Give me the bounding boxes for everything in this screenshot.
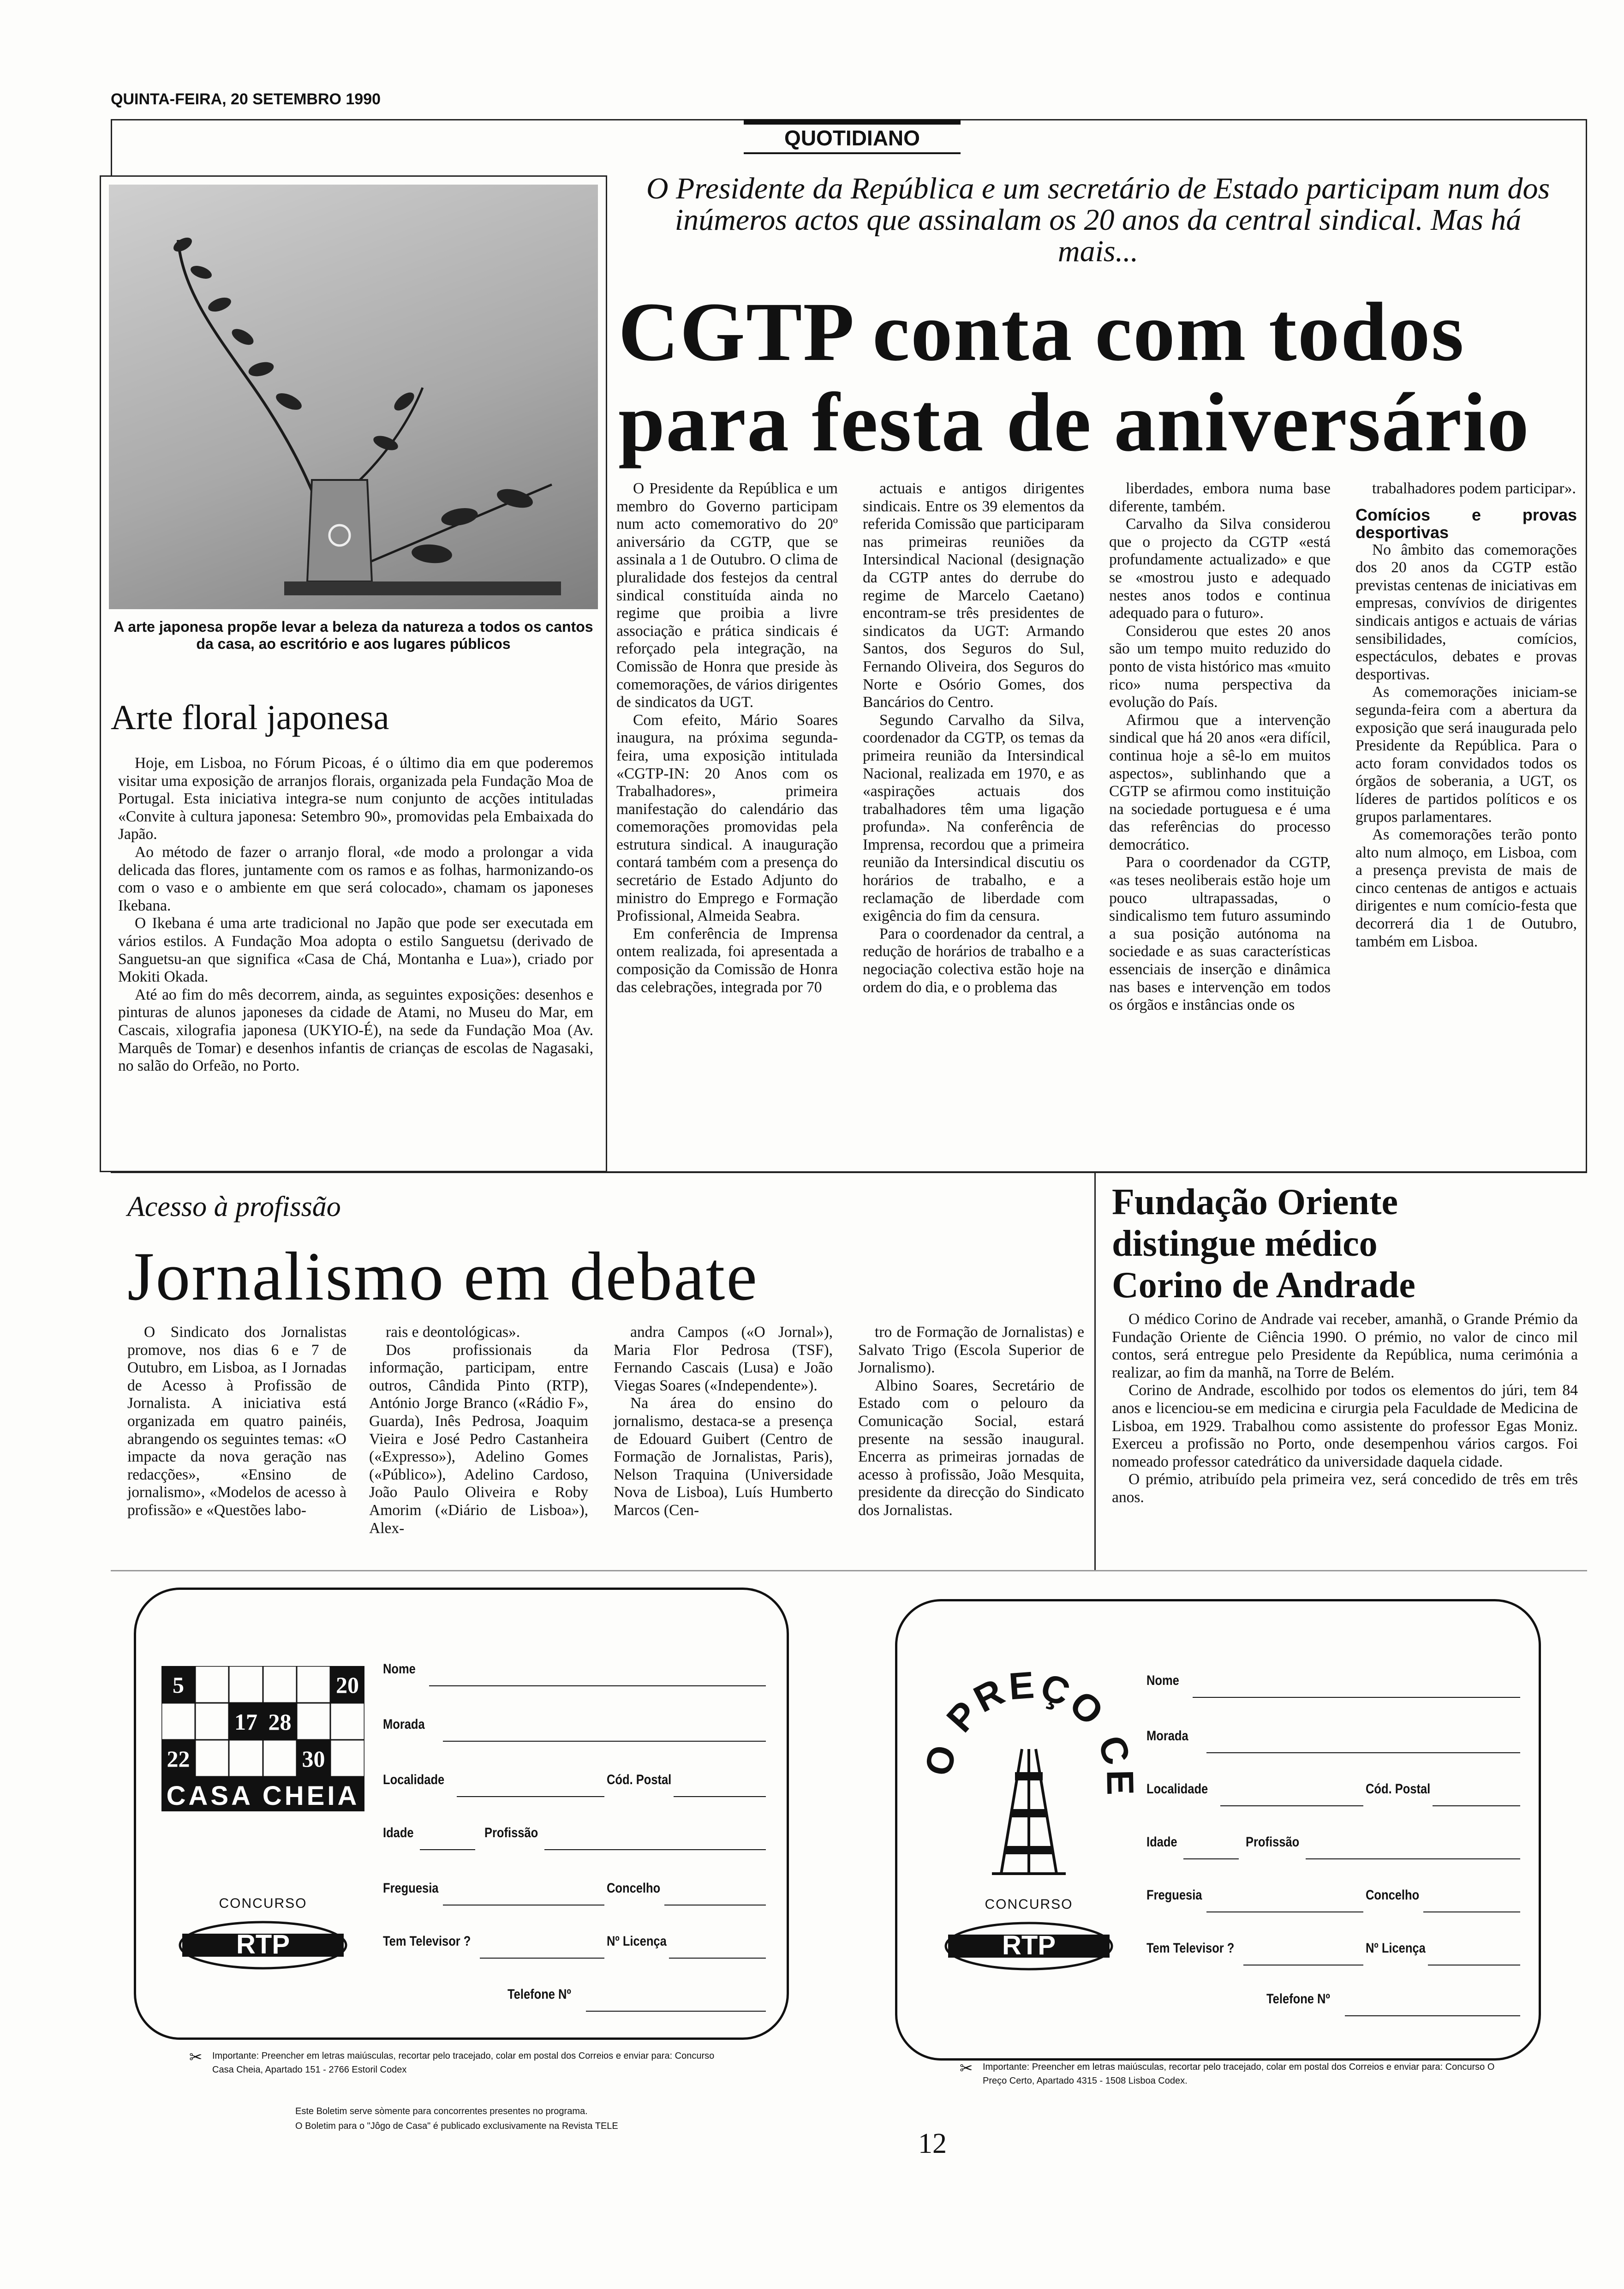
grid-number: 17 [234,1709,257,1735]
floral-body [118,755,593,1075]
cgtp-paragraph: Para o coordenador da central, a redução de horários de trabalho e a negociação colectiva estão hoje na ordem do dia, e o problema das [863,925,1084,996]
field-label-profissao: Profissão [1246,1834,1300,1850]
field-label-licenca: Nº Licença [1366,1941,1426,1956]
casa-cheia-wordmark: CASA CHEIA [166,1781,360,1811]
field-line-morada[interactable] [1206,1752,1520,1753]
preco-certo-logo [923,1634,1135,1883]
field-label-televisor: Tem Televisor ? [383,1934,471,1949]
ikebana-illustration [109,185,598,609]
cgtp-paragraph: Em conferência de Imprensa ontem realizada, foi apresentada a composição da Comissão de Honra das celebrações, integrada por 70 [616,925,838,996]
cgtp-column-1 [616,480,838,996]
oriente-headline-line3: Corino de Andrade [1112,1265,1415,1306]
cgtp-paragraph: Carvalho da Silva considerou que o projecto da CGTP «está profundamente actualizado» e que se «mostrou justo e adequado nestes anos todos e continua adequado para o futuro». [1109,515,1331,622]
cgtp-paragraph: As comemorações terão ponto alto num almoço, em Lisboa, com a presença prevista de mais de cinco centenas de antigos e actuais dirigentes e num comício-festa que decorrerá dia 1 de Outubro, também em Lisboa. [1355,826,1577,950]
grid-number: 30 [302,1746,325,1772]
cgtp-paragraph: actuais e antigos dirigentes sindicais. Entre os 39 elementos da referida Comissão que participaram nas primeiras reuniões da Intersindical Nacional (designação da CGTP antes do derrube do regime de Marcelo Caetano) encontram-se três presidentes de sindicatos da UGT: Armando Santos, dos Seguros do Sul, Fernando Oliveira, dos Seguros do Norte e Osório Gomes, dos Bancários do Centro. [863,480,1084,711]
grid-number: 5 [173,1672,184,1698]
grid-number: 22 [167,1746,190,1772]
cgtp-paragraph: No âmbito das comemorações dos 20 anos da CGTP estão previstas centenas de iniciativas em empresas, convívios de dirigentes sindicais antigos e actuais de várias sensibilidades, comícios, espectáculos, debates e provas desportivas. [1355,541,1577,683]
field-line-nome[interactable] [429,1685,766,1686]
field-line-localidade[interactable] [457,1796,604,1797]
floral-paragraph: Hoje, em Lisboa, no Fórum Picoas, é o último dia em que poderemos visitar uma exposição de arranjos florais, organizada pela Fundação Moa de Portugal. Esta iniciativa integra-se num conjunto de acções intituladas «Convite à cultura japonesa: Setembro 90», promovidas pela Embaixada do Japão. [118,755,593,843]
boletim-note: Este Boletim serve sòmente para concorrentes presentes no programa. [295,2106,588,2116]
cgtp-paragraph: As comemorações iniciam-se segunda-feira com a abertura da exposição que será inaugurada pelo Presidente da República. Para o acto foram convidados todos os órgãos de soberania, a UGT, os líderes de partidos políticos e os grupos parlamentares. [1355,683,1577,826]
concurso-label: CONCURSO [985,1897,1073,1912]
jornalismo-paragraph: tro de Formação de Jornalistas) e Salvato Trigo (Escola Superior de Jornalismo). [858,1324,1084,1377]
field-line-cod-postal[interactable] [1433,1805,1520,1806]
field-label-morada: Morada [383,1717,425,1732]
field-line-idade[interactable] [1183,1858,1239,1859]
scissors-icon: ✂ [189,2049,203,2066]
cgtp-paragraph: liberdades, embora numa base diferente, também. [1109,480,1331,515]
jornalismo-paragraph: Na área do ensino do jornalismo, destaca-se a presença de Edouard Guibert (Centro de Formação de Jornalistas, Paris), Nelson Traquina (Universidade Nova de Lisboa), Luís Humberto Marcos (Cen- [614,1395,833,1519]
field-line-telefone[interactable] [586,2011,766,2012]
field-label-telefone: Telefone Nº [508,1987,571,2002]
floral-headline: Arte floral japonesa [111,698,389,737]
oriente-paragraph: Corino de Andrade, escolhido por todos os elementos do júri, tem 84 anos e licenciou-se em medicina e cirurgia pela Faculdade de Medicina de Lisboa, em 1929. Trabalhou como assistente do professor Egas Moniz. Exerceu a profissão no Porto, onde desempenhou vários cargos. Foi nomeado professor catedrático da universidade daquela cidade. [1112,1382,1578,1470]
field-label-cod-postal: Cód. Postal [607,1772,672,1787]
preco-certo-instructions: Importante: Preencher em letras maiúsculas, recortar pelo tracejado, colar em postal dos Correios e enviar para: Concurso O Preço Certo, Apartado 4315 - 1508 Lisboa Codex. [983,2062,1495,2086]
concurso-label: CONCURSO [219,1896,307,1911]
field-line-televisor[interactable] [480,1958,604,1959]
cgtp-paragraph: Considerou que estes 20 anos são um tempo muito reduzido do ponto de vista histórico mas «muito rico» numa perspectiva da evolução do País. [1109,622,1331,711]
section-divider [111,1171,1587,1173]
column-divider [1094,1173,1096,1570]
jornalismo-column-4 [858,1324,1084,1520]
jornalismo-column-3 [614,1324,833,1520]
field-line-profissao[interactable] [544,1849,766,1850]
oriente-headline [1112,1181,1573,1306]
field-label-freguesia: Freguesia [383,1881,439,1896]
cgtp-paragraph: Segundo Carvalho da Silva, coordenador da CGTP, os temas da primeira reunião da Intersindical Nacional, realizada em 1970, e as «aspirações actuais dos trabalhadores têm uma ligação profunda». Na conferência de Imprensa, recordou que a primeira reunião da Intersindical discutiu os horários de trabalho, e a reclamação de liberdade com exigência do fim da censura. [863,711,1084,925]
field-line-cod-postal[interactable] [674,1796,766,1797]
field-label-profissao: Profissão [484,1825,538,1840]
field-label-cod-postal: Cód. Postal [1366,1781,1431,1797]
cgtp-paragraph: Com efeito, Mário Soares inaugura, na próxima segunda-feira, uma exposição intitulada «CGTP-IN: 20 Anos com os Trabalhadores», primeira manifestação do calendário das comemorações promovidas pela estrutura sindical. A inauguração contará também com a presença do secretário de Estado Adjunto do ministro do Emprego e Formação Profissional, Almeida Seabra. [616,711,838,925]
cgtp-paragraph: Afirmou que a intervenção sindical que há 20 anos «era difícil, continua hoje a sê-lo em muitos aspectos», sublinhando que a CGTP se afirmou como instituição na sociedade portuguesa e é uma das referências do processo democrático. [1109,711,1331,853]
jornalismo-headline: Jornalismo em debate [127,1238,758,1315]
section-bar [744,119,961,125]
jornalismo-kicker: Acesso à profissão [127,1191,341,1222]
field-label-idade: Idade [383,1825,414,1840]
grid-number: 28 [268,1709,292,1735]
floral-paragraph: O Ikebana é uma arte tradicional no Japão que pode ser executada em vários estilos. A Fundação Moa adopta o estilo Sanguetsu (derivado de Sanguetsu-an que significa «Casa de Chá, Montanha e Lua»), criado por Mokiti Okada. [118,915,593,986]
jornalismo-column-2 [369,1324,588,1537]
cgtp-column-3 [1109,480,1331,1014]
field-line-concelho[interactable] [1423,1911,1520,1912]
field-label-televisor: Tem Televisor ? [1146,1941,1235,1956]
field-line-profissao[interactable] [1306,1858,1520,1859]
field-label-nome: Nome [383,1661,416,1677]
field-label-idade: Idade [1146,1834,1177,1850]
cgtp-deck: O Presidente da República e um secretário de Estado participam num dos inúmeros actos que assinalam os 20 anos da central sindical. Mas há mais... [646,172,1550,268]
field-line-idade[interactable] [420,1849,475,1850]
preco-certo-wordmark: PREÇO C [938,1664,1135,1773]
page-number: 12 [918,2128,947,2159]
field-label-morada: Morada [1146,1728,1188,1744]
cgtp-headline-line2: para festa de aniversário [618,376,1530,469]
rtp-wordmark: RTP [1002,1930,1056,1960]
section-label: QUOTIDIANO [744,126,961,154]
jornalismo-paragraph: rais e deontológicas». [386,1324,520,1341]
field-line-freguesia[interactable] [443,1905,604,1906]
grid-number: 20 [336,1672,359,1698]
field-label-localidade: Localidade [383,1772,445,1787]
field-line-morada[interactable] [443,1741,766,1742]
field-label-freguesia: Freguesia [1146,1888,1202,1903]
scissors-icon: ✂ [960,2060,973,2077]
article-bottom-rule [111,1570,1587,1571]
floral-paragraph: Ao método de fazer o arranjo floral, «de modo a prolongar a vida delicada das flores, juntamente com os ramos e as folhas, harmonizando-os com o vaso e o ambiente em que será colocado», chamam os japoneses Ikebana. [118,843,593,914]
cgtp-paragraph: O Presidente da República e um membro do Governo participam num acto comemorativo do 20º aniversário da CGTP, que se assinala a 1 de Outubro. O clima de pluralidade dos festejos da central sindical constituída ainda no regime que proibia a livre associação e prática sindicais é reforçado pela integração, na Comissão de Honra que preside às comemorações, de vários dirigentes de sindicatos da UGT. [616,480,838,711]
cgtp-headline [618,287,1569,468]
photo-caption: A arte japonesa propõe levar a beleza da natureza a todos os cantos da casa, ao escritório e aos lugares públicos [113,618,593,652]
field-label-localidade: Localidade [1146,1781,1208,1797]
oriente-paragraph: O prémio, atribuído pela primeira vez, será concedido de três em três anos. [1112,1471,1578,1506]
jornalismo-paragraph: Dos profissionais da informação, participam, entre outros, Cândida Pinto (RTP), António Jorge Branco («Rádio F», Guarda), Inês Pedrosa, Joaquim Vieira e José Pedro Castanheira («Expresso»), Adelino Gomes («Público»), Adelino Cardoso, João Paulo Oliveira e Roby Amorim («Diário de Lisboa»), Alex- [369,1341,588,1537]
cgtp-subheading: Comícios e provas desportivas [1355,505,1577,542]
field-label-licenca: Nº Licença [607,1934,667,1949]
cgtp-paragraph: Para o coordenador da CGTP, «as teses neoliberais estão hoje um pouco ultrapassadas, o sindicalismo tem futuro assumindo a sua posição autónoma na sociedade e as suas características essenciais de inserção e dinâmica nas bases e intervenção em todos os órgãos e instâncias onde os [1109,854,1331,1014]
field-line-nome[interactable] [1193,1697,1520,1698]
dateline: QUINTA-FEIRA, 20 SETEMBRO 1990 [111,90,381,108]
field-line-licenca[interactable] [669,1958,766,1959]
cgtp-headline-line1: CGTP conta com todos [618,286,1465,378]
field-label-concelho: Concelho [607,1881,661,1896]
oriente-headline-line2: distingue médico [1112,1223,1378,1264]
jornalismo-paragraph: Albino Soares, Secretário de Estado com o pelouro da Comunicação Social, estará presente na sessão inaugural. Encerra as primeiras jornadas de acesso à profissão, João Mesquita, presidente da direcção do Sindicato dos Jornalistas. [858,1377,1084,1519]
floral-paragraph: Até ao fim do mês decorrem, ainda, as seguintes exposições: desenhos e pinturas de alunos japoneses da cidade de Atami, no Museu do Mar, em Cascais, xilografia japonesa (UKYIO-É), na sede da Fundação Moa (Av. Marquês de Tomar) e desenhos infantis de crianças de escolas de Nagasaki, no salão do Orfeão, no Porto. [118,986,593,1075]
field-line-telefone[interactable] [1345,2015,1520,2016]
cgtp-column-2 [863,480,1084,996]
field-label-concelho: Concelho [1366,1888,1420,1903]
oriente-headline-line1: Fundação Oriente [1112,1182,1398,1222]
field-line-concelho[interactable] [664,1905,766,1906]
jornalismo-column-1 [127,1324,346,1520]
field-label-nome: Nome [1146,1673,1179,1688]
jornalismo-paragraph: O Sindicato dos Jornalistas promove, nos dias 6 e 7 de Outubro, em Lisboa, as I Jornadas de Acesso à Profissão de Jornalista. A iniciativa está organizada em quatro painéis, abrangendo os seguintes temas: «O impacte da nova geração nas redacções», «Ensino de jornalismo», «Modelos de acesso à profissão» e «Questões labo- [127,1324,346,1519]
cgtp-column-4 [1355,480,1577,951]
jogo-de-casa-note: O Boletim para o "Jôgo de Casa" é publicado exclusivamente na Revista TELE [295,2121,618,2131]
rtp-wordmark: RTP [236,1929,290,1959]
jornalismo-paragraph: andra Campos («O Jornal»), Maria Flor Pedrosa (TSF), Fernando Cascais (Lusa) e João Viegas Soares («Independente»). [614,1324,833,1394]
field-line-freguesia[interactable] [1206,1911,1363,1912]
oriente-paragraph: O médico Corino de Andrade vai receber, amanhã, o Grande Prémio da Fundação Oriente de Ciência 1990. O prémio, no valor de cinco mil contos, será entregue pelo Presidente da República, numa cerimónia a realizar, ao fim da manhã, na Torre de Belém. [1112,1311,1578,1381]
field-line-localidade[interactable] [1220,1805,1363,1806]
casa-cheia-instructions: Importante: Preencher em letras maiúsculas, recortar pelo tracejado, colar em postal dos Correios e enviar para: Concurso Casa Cheia, Apartado 151 - 2766 Estoril Codex [212,2051,715,2075]
ikebana-photo [109,185,598,609]
field-label-telefone: Telefone Nº [1266,1991,1330,2007]
oriente-body [1112,1311,1578,1507]
cgtp-paragraph: trabalhadores podem participar». [1372,480,1576,497]
preco-certo-arch-icon [923,1634,1135,1883]
